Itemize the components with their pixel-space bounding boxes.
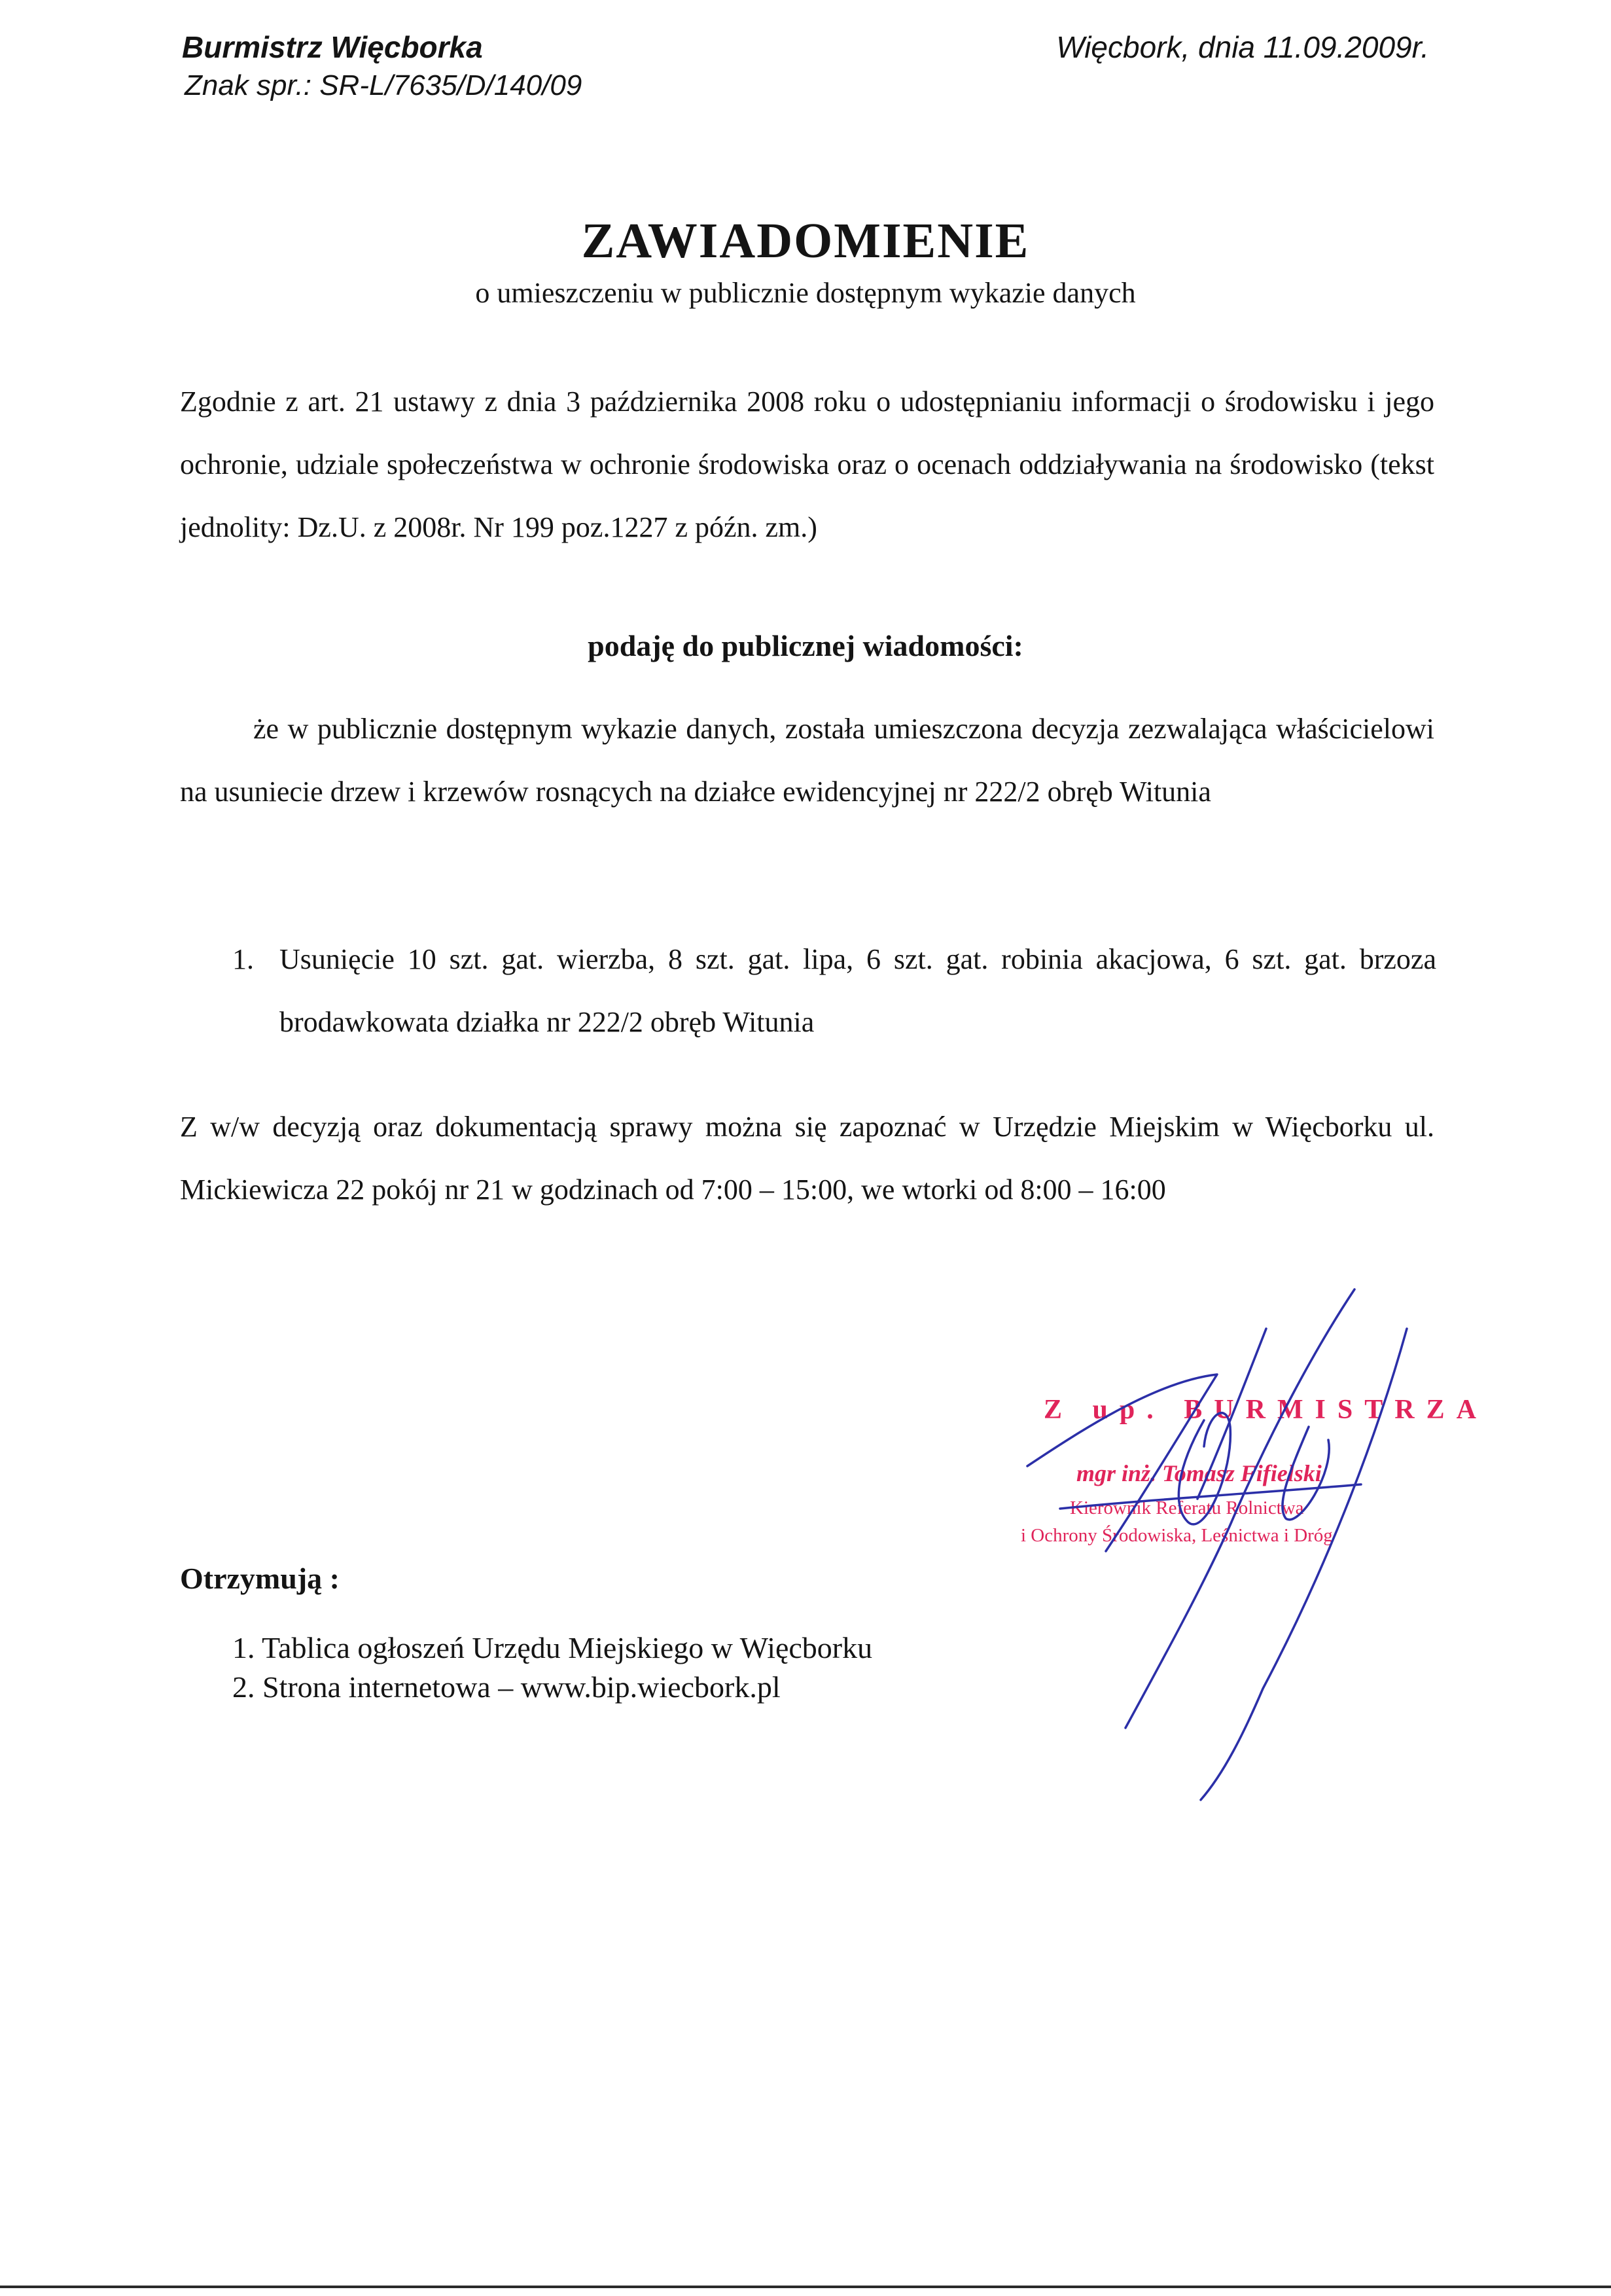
stamp-line-name: mgr inż. Tomasz Fifielski bbox=[1076, 1460, 1322, 1486]
list-item-number: 1. bbox=[232, 943, 254, 975]
signature-stroke bbox=[1125, 1289, 1354, 1728]
signature-stroke bbox=[1283, 1427, 1329, 1520]
decision-paragraph: że w publicznie dostępnym wykazie danych, została umieszczona decyzja zezwalająca właścicielowi na usuniecie drzew i krzewów rosnących na działce ewidencyjnej nr 222/2 obręb Witunia bbox=[180, 713, 1434, 808]
legal-basis-paragraph: Zgodnie z art. 21 ustawy z dnia 3 października 2008 roku o udostępnianiu informacji o środowisku i jego ochronie, udziale społeczeństwa w ochronie środowiska oraz o ocenach oddziaływania na środowisko (tekst jednolity: Dz.U. z 2008r. Nr 199 poz.1227 z późn. zm.) bbox=[180, 386, 1434, 543]
signature-stroke bbox=[1201, 1329, 1407, 1800]
announcement-heading: podaję do publicznej wiadomości: bbox=[588, 629, 1023, 662]
signature-stroke bbox=[1197, 1329, 1266, 1499]
issuer: Burmistrz Więcborka bbox=[182, 30, 483, 64]
signature-stroke bbox=[1060, 1484, 1361, 1509]
stamp-line-authority: Z up. BURMISTRZA bbox=[1044, 1395, 1488, 1425]
place-and-date: Więcbork, dnia 11.09.2009r. bbox=[1056, 30, 1429, 64]
recipient-item: 1. Tablica ogłoszeń Urzędu Miejskiego w Więcborku bbox=[232, 1631, 873, 1664]
stamp-line-department: i Ochrony Środowiska, Leśnictwa i Dróg bbox=[1021, 1525, 1333, 1546]
recipients-list bbox=[232, 1628, 872, 1707]
case-reference: Znak spr.: SR-L/7635/D/140/09 bbox=[185, 69, 582, 101]
document-title: ZAWIADOMIENIE bbox=[581, 213, 1030, 268]
contact-paragraph: Z w/w decyzją oraz dokumentacją sprawy można się zapoznać w Urzędzie Miejskim w Więcborku ul. Mickiewicza 22 pokój nr 21 w godzinach od 7:00 – 15:00, we wtorki od 8:00 – 16:00 bbox=[180, 1111, 1434, 1206]
recipient-item: 2. Strona internetowa – www.bip.wiecbork.pl bbox=[232, 1670, 781, 1704]
scan-bottom-edge bbox=[0, 2286, 1611, 2288]
signature-stroke bbox=[1178, 1413, 1230, 1524]
recipients-heading: Otrzymują : bbox=[180, 1562, 340, 1595]
stamp-line-position: Kierownik Referatu Rolnictwa bbox=[1070, 1498, 1304, 1518]
list-item bbox=[232, 928, 1436, 1054]
signature-stroke bbox=[1027, 1374, 1217, 1551]
list-item-text: Usunięcie 10 szt. gat. wierzba, 8 szt. gat. lipa, 6 szt. gat. robinia akacjowa, 6 szt. gat. brzoza brodawkowata działka nr 222/2 obręb Witunia bbox=[279, 943, 1436, 1038]
handwritten-signature bbox=[1008, 1276, 1479, 1839]
document-subtitle: o umieszczeniu w publicznie dostępnym wykazie danych bbox=[475, 277, 1136, 309]
